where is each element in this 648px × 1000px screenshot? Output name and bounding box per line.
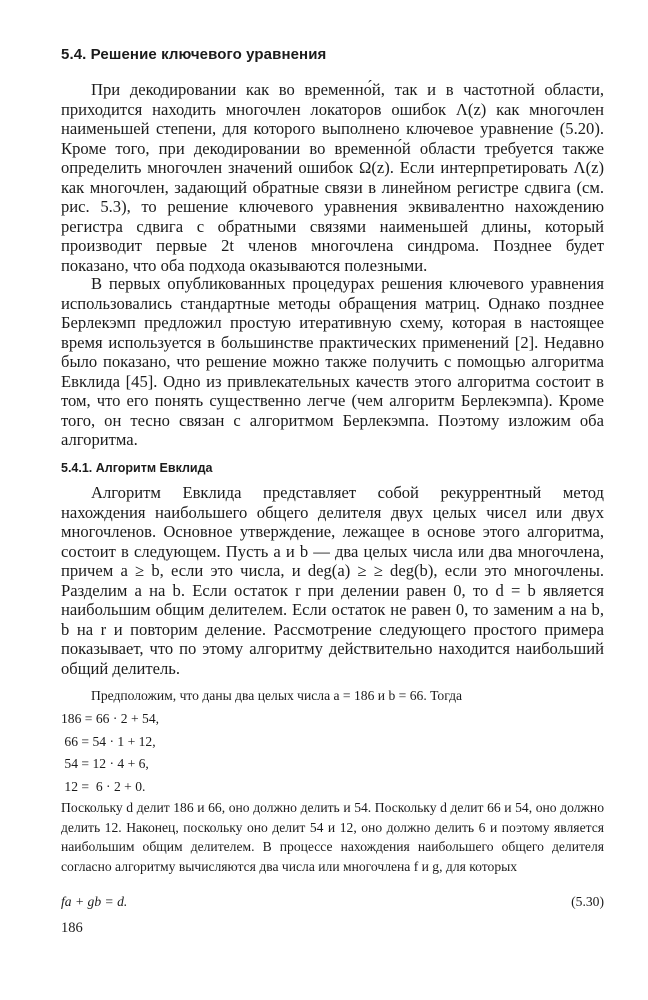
- paragraph-history: В первых опубликованных процедурах решения ключевого уравнения использовались стандартные методы обращения матриц. Однако позднее Берлекэмп предложил простую итеративную схему, которая в настоящее время используется в большинстве практических применений [2]. Недавно было показано, что решение можно также получить с помощью алгоритма Евклида [45]. Одно из привлекательных качеств этого алгоритма состоит в том, что его понять существенно легче (чем алгоритм Берлекэмпа). Кроме того, он тесно связан с алгоритмом Берлекэмпа. Поэтому изложим оба алгоритма.: [61, 274, 604, 449]
- paragraph-euclid-algorithm: Алгоритм Евклида представляет собой рекуррентный метод нахождения наибольшего общего делителя двух целых чисел или двух многочленов. Основное утверждение, лежащее в основе этого алгоритма, состоит в следующем. Пусть a и b — два целых числа или два многочлена, причем a ≥ b, если это числа, и deg(a) ≥ ≥ deg(b), если это многочлены. Разделим a на b. Если остаток r при делении равен 0, то d = b является наибольшим общим делителем. Если остаток не равен 0, то заменим a на b, b на r и повторим деление. Рассмотрение следующего простого примера показывает, что по этому алгоритму действительно находится наибольший общий делитель.: [61, 483, 604, 678]
- page-number: 186: [61, 920, 83, 936]
- equation-line: 186 = 66 · 2 + 54,: [61, 711, 160, 726]
- example-conclusion: Поскольку d делит 186 и 66, оно должно делить и 54. Поскольку d делит 66 и 54, оно должно делить 12. Наконец, поскольку оно делит 54 и 12, оно должно делить 6 и поэтому является наибольшим общим делителем. В процессе нахождения наибольшего общего делителя согласно алгоритму вычисляются два числа или многочлена f и g, для которых: [61, 800, 604, 874]
- section-heading: 5.4. Решение ключевого уравнения: [61, 46, 327, 63]
- formula: fa + gb = d.: [61, 894, 128, 909]
- example-equations: [61, 708, 159, 798]
- paragraph-key-equation-intro: При декодировании как во временно́й, так и в частотной области, приходится находить многочлен локаторов ошибок Λ(z) как многочлен наименьшей степени, для которого выполнено ключевое уравнение (5.20). Кроме того, при декодировании во временно́й области требуется также определить многочлен значений ошибок Ω(z). Если интерпретировать Λ(z) как многочлен, задающий обратные связи в линейном регистре сдвига (см. рис. 5.3), то решение ключевого уравнения эквивалентно нахождению регистра сдвига с обратными связями наименьшей длины, который производит первые 2t членов многочлена синдрома. Позднее будет показано, что оба подхода оказываются полезными.: [61, 80, 604, 275]
- equation-line: 66 = 54 · 1 + 12,: [61, 733, 156, 749]
- formula-number: (5.30): [571, 894, 604, 909]
- equation-line: 54 = 12 · 4 + 6,: [61, 756, 149, 772]
- equation-line: 12 = 6 · 2 + 0.: [61, 778, 146, 794]
- example-intro: Предположим, что даны два целых числа a = 186 и b = 66. Тогда: [91, 688, 463, 703]
- subsection-heading: 5.4.1. Алгоритм Евклида: [61, 461, 213, 475]
